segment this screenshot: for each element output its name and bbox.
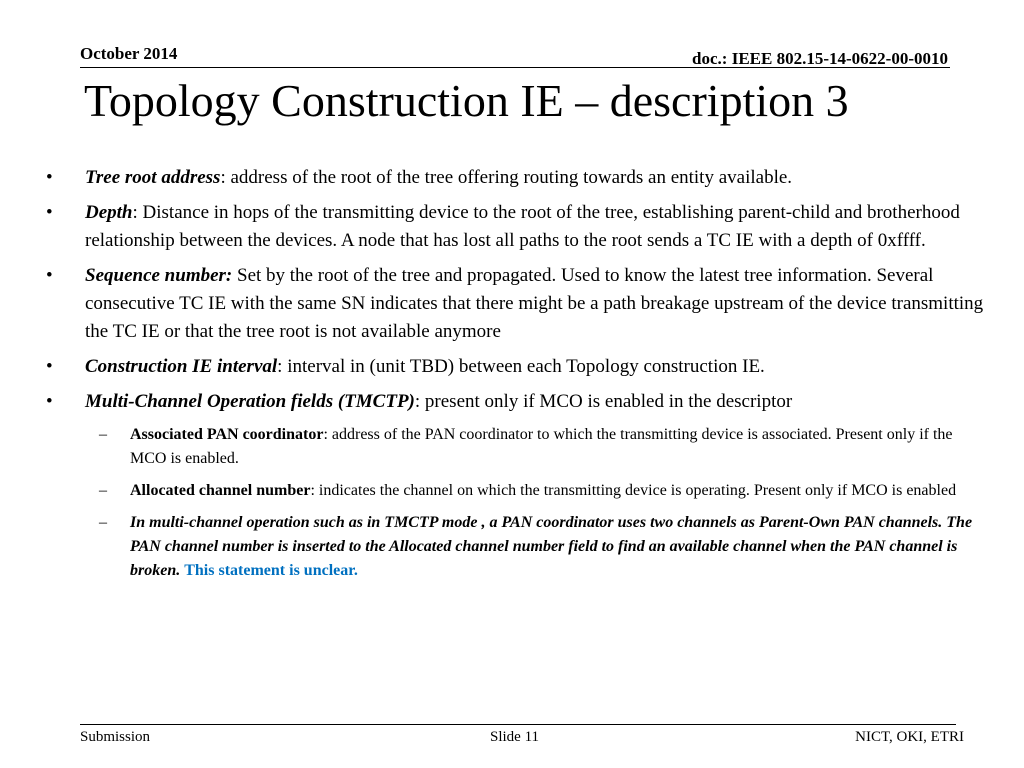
sub-bullet-marker: –	[99, 426, 107, 443]
bullet-term: Tree root address	[85, 167, 221, 188]
sub-bullet-allocated-channel-number	[0, 479, 1024, 503]
header-doc-id: doc.: IEEE 802.15-14-0622-00-0010	[692, 49, 948, 68]
bullet-marker: •	[46, 356, 53, 377]
sub-bullet-multi-channel-note	[0, 511, 1024, 583]
bullet-text: address of the root of the tree offering routing towards an entity available.	[225, 167, 793, 188]
bullet-separator: :	[220, 167, 226, 188]
bullet-text: interval in (unit TBD) between each Topology construction IE.	[282, 356, 765, 377]
header-rule	[80, 67, 950, 68]
bullet-depth	[0, 199, 1024, 255]
bullet-term: Depth	[85, 202, 133, 223]
bullet-separator: :	[414, 391, 421, 412]
sub-bullet-term: Associated PAN coordinator	[130, 426, 324, 443]
bullet-sequence-number	[0, 262, 1024, 346]
bullet-construction-ie-interval	[0, 353, 1024, 381]
header-date: October 2014	[80, 44, 178, 63]
bullet-marker: •	[46, 265, 53, 286]
sub-bullet-associated-pan-coordinator	[0, 423, 1024, 471]
sub-bullet-text: : address of the PAN coordinator to which the transmitting device is associated. Present only if the MCO is enabled.	[130, 426, 953, 467]
bullet-multi-channel-fields	[0, 388, 1024, 416]
sub-bullet-marker: –	[99, 482, 107, 499]
bullet-term: Construction IE interval	[85, 356, 278, 377]
bullet-tree-root-address	[0, 164, 1024, 192]
footer-authors: NICT, OKI, ETRI	[855, 729, 964, 745]
bullet-marker: •	[46, 167, 53, 188]
slide-content	[0, 164, 1024, 591]
note-highlight: This statement is unclear.	[184, 562, 358, 579]
note-text: In multi-channel operation such as in TMCTP mode , a PAN coordinator uses two channels as Parent-Own PAN channels. The PAN channel number is inserted to the Allocated channel number field to find an available channel when the PAN channel is broken.	[130, 514, 973, 579]
bullet-term: Multi-Channel Operation fields (TMCTP)	[85, 391, 415, 412]
bullet-text: Set by the root of the tree and propagated. Used to know the latest tree information. Several consecutive TC IE with the same SN indicates that there might be a path breakage upstream of the device transmitting the TC IE or that the tree root is not available anymore	[85, 265, 984, 342]
bullet-text: Distance in hops of the transmitting device to the root of the tree, establishing parent-child and brotherhood relationship between the devices. A node that has lost all paths to the root sends a TC IE with a depth of 0xffff.	[85, 202, 960, 251]
bullet-separator: :	[132, 202, 138, 223]
footer-submission: Submission	[80, 729, 151, 745]
bullet-term: Sequence number:	[85, 265, 233, 286]
footer-slide-number: Slide 11	[490, 729, 540, 745]
slide-title: Topology Construction IE – description 3	[84, 75, 849, 126]
bullet-text: present only if MCO is enabled in the descriptor	[420, 391, 793, 412]
footer-rule	[80, 724, 956, 725]
bullet-marker: •	[46, 202, 53, 223]
bullet-marker: •	[46, 391, 53, 412]
sub-bullet-term: Allocated channel number	[130, 482, 311, 499]
sub-bullet-marker: –	[99, 514, 107, 531]
sub-bullet-text: : indicates the channel on which the transmitting device is operating. Present only if MCO is enabled	[310, 482, 957, 499]
bullet-separator: :	[277, 356, 283, 377]
